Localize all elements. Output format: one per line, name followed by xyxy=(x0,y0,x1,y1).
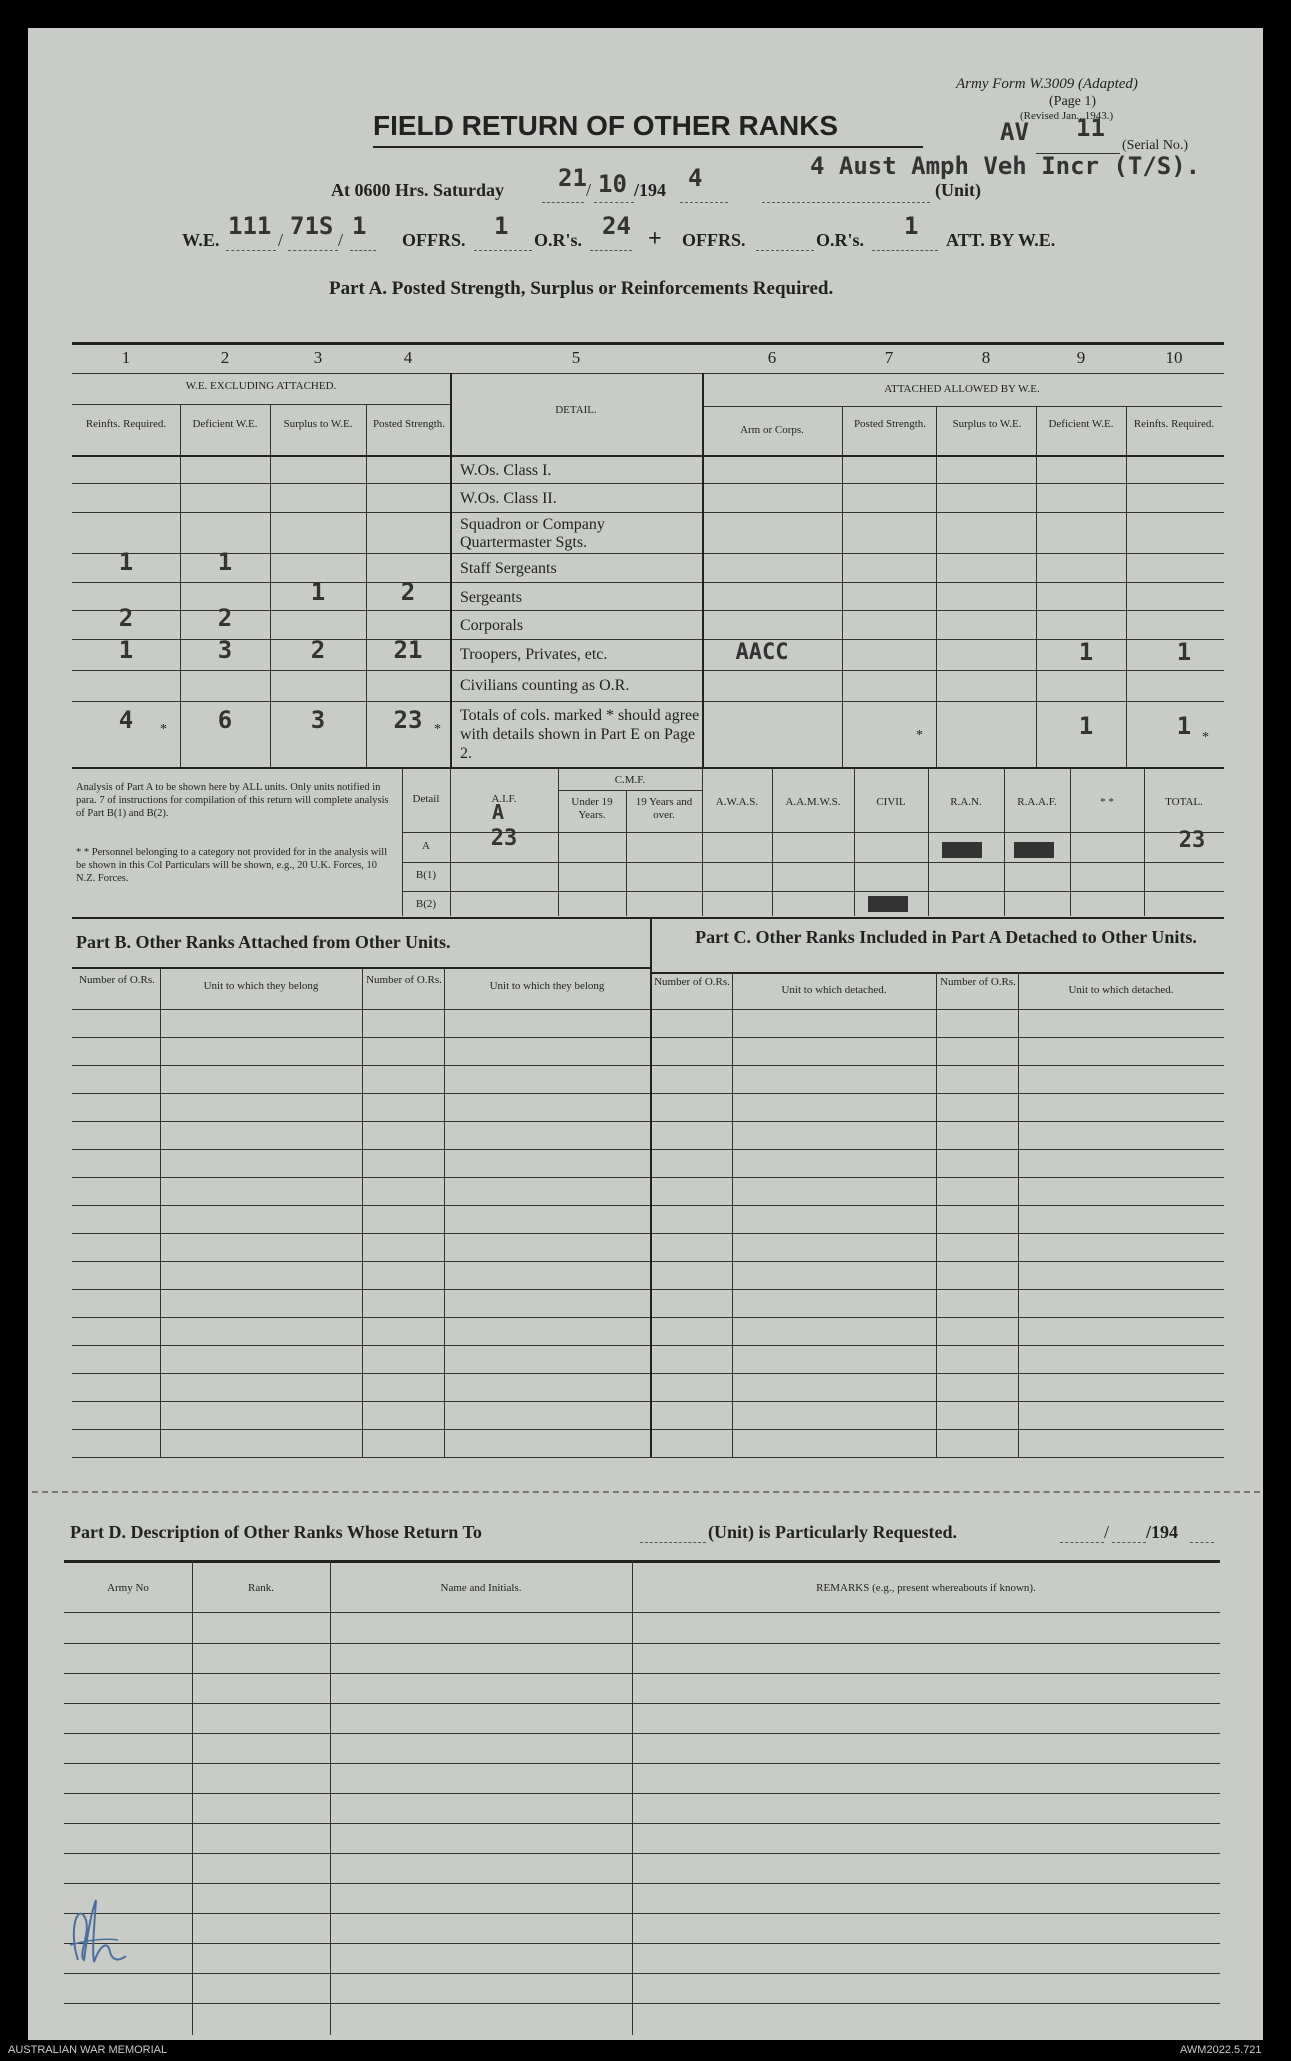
page-label: (Page 1) xyxy=(1049,94,1097,109)
att-deficient-header: Deficient W.E. xyxy=(1048,418,1114,430)
aif-a-value: 23 xyxy=(490,826,518,851)
detail-header: DETAIL. xyxy=(555,404,597,416)
detail-row-label: Corporals xyxy=(460,617,524,634)
part-b-unit-header-2: Unit to which they belong xyxy=(489,980,605,992)
col-number: 6 xyxy=(767,348,777,367)
serial-label: (Serial No.) xyxy=(1122,138,1189,153)
serial-typed: AV xyxy=(1000,118,1029,146)
remarks-header: REMARKS (e.g., present whereabouts if known). xyxy=(816,1582,1036,1594)
year-prefix: /194 xyxy=(634,180,667,200)
att-posted-strength-header: Posted Strength. xyxy=(853,418,927,430)
detail-row-label: Totals of cols. marked * should agree with details shown in Part E on Page 2. xyxy=(460,707,700,762)
ors-value: 24 xyxy=(602,212,631,240)
corp-reinf: 2 xyxy=(118,604,134,632)
over-19-header: 19 Years and over. xyxy=(635,796,693,821)
deficient-we-header: Deficient W.E. xyxy=(192,418,258,430)
troopers-att-deficient: 1 xyxy=(1078,638,1094,666)
part-d-title-2: (Unit) is Particularly Requested. xyxy=(708,1522,957,1542)
part-c-unit-header: Unit to which detached. xyxy=(781,984,887,996)
year-digit: 4 xyxy=(688,164,703,192)
redacted-mark xyxy=(868,896,908,912)
page-title: FIELD RETURN OF OTHER RANKS xyxy=(373,110,839,141)
sgt-surplus: 1 xyxy=(310,578,326,606)
part-d-year: /194 xyxy=(1146,1522,1179,1542)
unit-label: (Unit) xyxy=(935,180,981,200)
part-c-unit-header-2: Unit to which detached. xyxy=(1068,984,1174,996)
part-b-unit-header: Unit to which they belong xyxy=(203,980,319,992)
att-reinfts-header: Reinfts. Required. xyxy=(1133,418,1215,430)
troopers-surplus: 2 xyxy=(310,636,326,664)
we-label: W.E. xyxy=(182,230,220,250)
troopers-att-reinf: 1 xyxy=(1176,638,1192,666)
aif-typed: A xyxy=(492,800,505,824)
arm-or-corps-header: Arm or Corps. xyxy=(740,424,804,436)
ors2-value: 1 xyxy=(904,212,919,240)
col-number: 2 xyxy=(220,348,230,367)
ors2-label: O.R's. xyxy=(816,230,865,250)
total-surplus: 3 xyxy=(310,706,326,734)
col-number: 1 xyxy=(121,348,131,367)
col-number: 7 xyxy=(884,348,894,367)
offrs-value: 1 xyxy=(494,212,509,240)
perforation-line xyxy=(32,1491,1260,1493)
rank-header: Rank. xyxy=(248,1582,274,1594)
we-value-3: 1 xyxy=(352,212,367,240)
analysis-row-b1: B(1) xyxy=(415,869,437,881)
under-19-header: Under 19 Years. xyxy=(571,796,613,821)
analysis-row-a: A xyxy=(422,840,430,852)
analysis-detail-header: Detail xyxy=(412,793,440,805)
footer-left: AUSTRALIAN WAR MEMORIAL xyxy=(8,2044,168,2056)
unit-typed: 4 Aust Amph Veh Incr (T/S). xyxy=(810,152,1201,180)
army-no-header: Army No xyxy=(107,1582,149,1594)
offrs2-label: OFFRS. xyxy=(682,230,746,250)
detail-row-label: Staff Sergeants xyxy=(460,560,557,577)
cmf-header: C.M.F. xyxy=(614,774,646,786)
revised-label: (Revised Jan., 1943.) xyxy=(1020,110,1114,122)
col-number: 8 xyxy=(981,348,991,367)
detail-row-label: Sergeants xyxy=(460,589,522,606)
posted-strength-header: Posted Strength. xyxy=(372,418,446,430)
total-header: TOTAL. xyxy=(1165,796,1203,808)
we-value-2: 71S xyxy=(290,212,334,240)
at-hrs-label: At 0600 Hrs. Saturday xyxy=(331,180,505,200)
detail-row-label: W.Os. Class I. xyxy=(460,462,552,479)
ran-header: R.A.N. xyxy=(950,796,982,808)
star-mark: * xyxy=(1202,730,1209,745)
part-b-number-header-2: Number of O.Rs. xyxy=(366,974,442,986)
col-number: 10 xyxy=(1165,348,1183,367)
staff-sgt-deficient: 1 xyxy=(217,548,233,576)
staff-sgt-reinf: 1 xyxy=(118,548,134,576)
troopers-deficient: 3 xyxy=(217,636,233,664)
day-value: 21 xyxy=(558,164,587,192)
att-surplus-header: Surplus to W.E. xyxy=(952,418,1022,430)
troopers-reinf: 1 xyxy=(118,636,134,664)
part-d-title: Part D. Description of Other Ranks Whose Return To xyxy=(70,1522,482,1542)
handwritten-signature xyxy=(48,1890,148,1980)
footer-right: AWM2022.5.721 xyxy=(1180,2044,1262,2056)
total-reinf: 4 xyxy=(118,706,134,734)
awas-header: A.W.A.S. xyxy=(715,796,759,808)
serial-number: 11 xyxy=(1076,114,1105,142)
detail-row-label: Civilians counting as O.R. xyxy=(460,677,630,694)
surplus-to-we-header: Surplus to W.E. xyxy=(283,418,353,430)
star-mark: * xyxy=(916,728,923,743)
raaf-header: R.A.A.F. xyxy=(1017,796,1057,808)
detail-row-label: W.Os. Class II. xyxy=(460,490,557,507)
col-number: 4 xyxy=(403,348,413,367)
total-deficient: 6 xyxy=(217,706,233,734)
troopers-arm-corps: AACC xyxy=(735,640,789,665)
part-a-title: Part A. Posted Strength, Surplus or Reinforcements Required. xyxy=(329,278,834,299)
corp-deficient: 2 xyxy=(217,604,233,632)
redacted-mark xyxy=(942,842,982,858)
we-excluding-header: W.E. EXCLUDING ATTACHED. xyxy=(185,380,337,392)
total-a-value: 23 xyxy=(1178,828,1206,853)
col-number: 3 xyxy=(313,348,323,367)
analysis-note-2: * * Personnel belonging to a category not provided for in the analysis will be shown in this Col Particulars will be shown, e.g., 20 U.K. Forces, 10 N.Z. Forces. xyxy=(76,847,388,884)
total-att-deficient: 1 xyxy=(1078,712,1094,740)
part-c-number-header: Number of O.Rs. xyxy=(654,976,730,988)
ors-label: O.R's. xyxy=(534,230,583,250)
detail-row-label: Squadron or Company Quartermaster Sgts. xyxy=(460,516,605,551)
part-b-title: Part B. Other Ranks Attached from Other Units. xyxy=(76,932,451,952)
part-c-title: Part C. Other Ranks Included in Part A Detached to Other Units. xyxy=(695,927,1197,947)
attached-allowed-header: ATTACHED ALLOWED BY W.E. xyxy=(884,383,1040,395)
aif-header: A.I.F. xyxy=(491,793,517,805)
offrs-label: OFFRS. xyxy=(402,230,466,250)
col-number: 9 xyxy=(1076,348,1086,367)
other-forces-header: * * xyxy=(1100,796,1114,808)
sgt-posted: 2 xyxy=(400,578,416,606)
month-value: 10 xyxy=(598,170,627,198)
reinfts-required-header: Reinfts. Required. xyxy=(85,418,167,430)
part-b-number-header: Number of O.Rs. xyxy=(79,974,155,986)
army-form-label: Army Form W.3009 (Adapted) xyxy=(956,76,1138,92)
detail-row-label: Troopers, Privates, etc. xyxy=(460,646,608,663)
name-header: Name and Initials. xyxy=(440,1582,522,1594)
analysis-note: Analysis of Part A to be shown here by ALL units. Only units notified in para. 7 of instructions for compilation of this return will complete analysis of Part B(1) and B(2). xyxy=(76,782,389,819)
aamws-header: A.A.M.W.S. xyxy=(785,796,841,808)
redacted-mark xyxy=(1014,842,1054,858)
analysis-row-b2: B(2) xyxy=(415,898,437,910)
we-value-1: 111 xyxy=(228,212,272,240)
civil-header: CIVIL xyxy=(876,796,906,808)
total-att-reinf: 1 xyxy=(1176,712,1192,740)
att-by-we-label: ATT. BY W.E. xyxy=(946,230,1056,250)
troopers-posted: 21 xyxy=(393,636,423,664)
col-number: 5 xyxy=(571,348,581,367)
star-mark: * xyxy=(160,722,167,737)
total-posted: 23 xyxy=(393,706,423,734)
plus-sign: + xyxy=(648,226,662,252)
part-c-number-header-2: Number of O.Rs. xyxy=(940,976,1016,988)
star-mark: * xyxy=(434,722,441,737)
form-paper xyxy=(28,28,1263,2040)
